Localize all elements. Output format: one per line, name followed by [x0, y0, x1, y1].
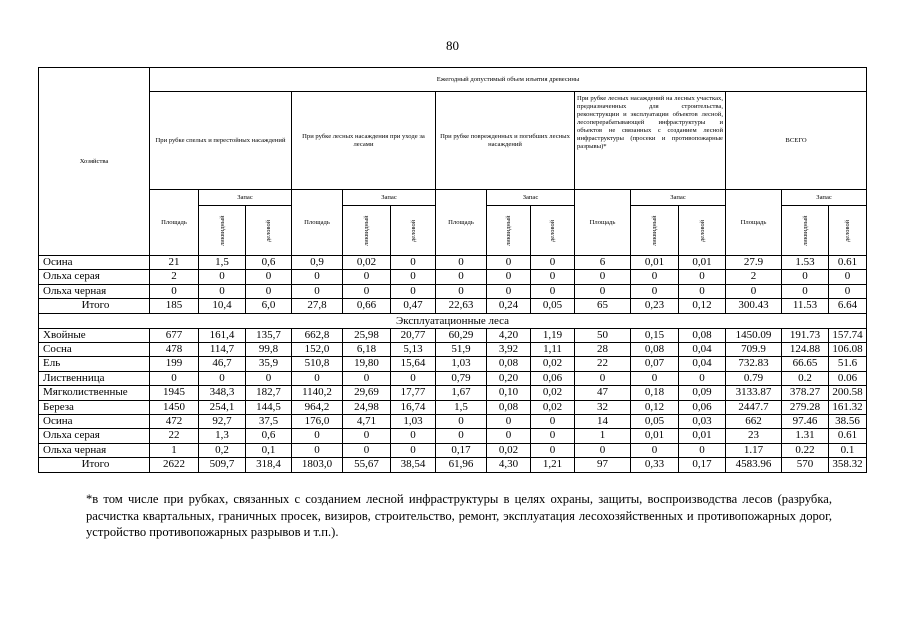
table-cell: 0,02 [343, 256, 391, 270]
group-header-care: При рубке лесных насаждения при уходе за лесами [292, 92, 436, 190]
timber-volume-table [38, 67, 867, 473]
table-cell: 0,03 [679, 415, 726, 429]
table-cell: 0 [343, 429, 391, 443]
table-cell: 99,8 [246, 343, 292, 357]
table-cell: 0 [829, 284, 867, 298]
table-cell: 0 [575, 371, 631, 385]
area-header: Площадь [726, 190, 782, 256]
liquid-header: ликвидный [199, 206, 246, 256]
section-row-group [39, 313, 867, 328]
table-cell: 0,01 [679, 256, 726, 270]
table-cell: 5,13 [391, 343, 436, 357]
table-cell: 510,8 [292, 357, 343, 371]
business-header: деловой [391, 206, 436, 256]
table-cell: 0,07 [631, 357, 679, 371]
table-cell: 0,01 [631, 256, 679, 270]
table-cell: 0,05 [631, 415, 679, 429]
group-header-mature: При рубке спелых и перестойных насаждений [150, 92, 292, 190]
table-cell: 0 [575, 270, 631, 284]
table-cell: 157.74 [829, 328, 867, 342]
table-cell: 6,18 [343, 343, 391, 357]
table-cell: 1,11 [531, 343, 575, 357]
table-cell: 0 [531, 284, 575, 298]
table-cell: 1450 [150, 400, 199, 414]
table-cell: 0,6 [246, 429, 292, 443]
table-cell: 0 [391, 284, 436, 298]
table-cell: 662 [726, 415, 782, 429]
table-cell: 0 [436, 415, 487, 429]
table-cell: 176,0 [292, 415, 343, 429]
table-row [39, 256, 867, 270]
table-row [39, 386, 867, 400]
table-cell: 0.1 [829, 443, 867, 457]
area-header: Площадь [150, 190, 199, 256]
table-cell: 0 [829, 270, 867, 284]
table-cell: 378.27 [782, 386, 829, 400]
table-cell: 0 [631, 270, 679, 284]
table-cell: 22 [575, 357, 631, 371]
table-cell: 0,10 [487, 386, 531, 400]
table-cell: 0,02 [487, 443, 531, 457]
table-cell: 0,08 [487, 357, 531, 371]
annual-volume-header: Ежегодный допустимый объем изъятия древесины [150, 68, 867, 92]
business-header: деловой [531, 206, 575, 256]
table-cell: 20,77 [391, 328, 436, 342]
row-label: Мягколиственные [39, 386, 150, 400]
table-cell: 66.65 [782, 357, 829, 371]
table-cell: 37,5 [246, 415, 292, 429]
table-cell: 0 [292, 443, 343, 457]
table-cell: 21 [150, 256, 199, 270]
table-cell: 38,54 [391, 458, 436, 472]
table-cell: 0 [679, 284, 726, 298]
table-cell: 0 [292, 284, 343, 298]
table-cell: 114,7 [199, 343, 246, 357]
table-cell: 0 [531, 415, 575, 429]
table-cell: 2447.7 [726, 400, 782, 414]
table-cell: 1803,0 [292, 458, 343, 472]
table-cell: 14 [575, 415, 631, 429]
table-cell: 0.61 [829, 429, 867, 443]
table-cell: 19,80 [343, 357, 391, 371]
table-cell: 0,04 [679, 357, 726, 371]
table-cell: 1.53 [782, 256, 829, 270]
table-cell: 964,2 [292, 400, 343, 414]
row-label: Хвойные [39, 328, 150, 342]
table-row [39, 429, 867, 443]
table-cell: 0,47 [391, 299, 436, 313]
table-cell: 22 [150, 429, 199, 443]
table-cell: 6.64 [829, 299, 867, 313]
table-cell: 1140,2 [292, 386, 343, 400]
table-row [39, 357, 867, 371]
row-label: Итого [39, 299, 150, 313]
table-cell: 509,7 [199, 458, 246, 472]
table-cell: 0 [631, 371, 679, 385]
table-cell: 0 [246, 284, 292, 298]
table-cell: 47 [575, 386, 631, 400]
table-cell: 0 [391, 270, 436, 284]
table-cell: 185 [150, 299, 199, 313]
table-cell: 0.06 [829, 371, 867, 385]
table-cell: 318,4 [246, 458, 292, 472]
table-cell: 4,20 [487, 328, 531, 342]
table-cell: 1,03 [436, 357, 487, 371]
table-cell: 0 [246, 371, 292, 385]
table-cell: 0 [199, 270, 246, 284]
table-cell: 1 [575, 429, 631, 443]
section-title: Эксплуатационные леса [39, 313, 867, 328]
table-cell: 24,98 [343, 400, 391, 414]
table-row [39, 343, 867, 357]
table-cell: 97 [575, 458, 631, 472]
table-cell: 38.56 [829, 415, 867, 429]
area-header: Площадь [292, 190, 343, 256]
footnote: *в том числе при рубках, связанных с созданием лесной инфраструктуры в целях охраны, защиты, воспроизводства лесов (разрубка, расчистка квартальных, граничных просек, визиров, строительство, ремонт, эксплуатация лесохозяйственных и противопожарных дорог, устройство противопожарных разрывов и т.п.). [86, 492, 832, 539]
table-cell: 1,5 [199, 256, 246, 270]
table-cell: 0,02 [531, 357, 575, 371]
table-cell: 0,12 [679, 299, 726, 313]
table-cell: 2 [726, 270, 782, 284]
table-cell: 709.9 [726, 343, 782, 357]
table-cell: 254,1 [199, 400, 246, 414]
table-cell: 0,18 [631, 386, 679, 400]
row-label: Ольха черная [39, 284, 150, 298]
table-cell: 29,69 [343, 386, 391, 400]
table-cell: 17,77 [391, 386, 436, 400]
table-cell: 0 [726, 284, 782, 298]
table-cell: 0,33 [631, 458, 679, 472]
table-cell: 0 [631, 284, 679, 298]
table-cell: 1 [150, 443, 199, 457]
table-cell: 25,98 [343, 328, 391, 342]
table-cell: 50 [575, 328, 631, 342]
table-cell: 0 [246, 270, 292, 284]
table-body-top [39, 256, 867, 314]
table-cell: 0 [343, 284, 391, 298]
table-cell: 0 [679, 371, 726, 385]
table-cell: 0 [679, 443, 726, 457]
table-cell: 0,02 [531, 386, 575, 400]
table-cell: 0,1 [246, 443, 292, 457]
table-cell: 0 [150, 371, 199, 385]
table-cell: 0 [436, 429, 487, 443]
table-cell: 27.9 [726, 256, 782, 270]
table-cell: 0 [487, 270, 531, 284]
table-cell: 0,12 [631, 400, 679, 414]
table-cell: 124.88 [782, 343, 829, 357]
total-row [39, 458, 867, 472]
table-cell: 0 [782, 284, 829, 298]
liquid-header: ликвидный [343, 206, 391, 256]
table-cell: 2622 [150, 458, 199, 472]
table-cell: 15,64 [391, 357, 436, 371]
row-label: Ольха серая [39, 429, 150, 443]
farms-header: Хозяйства [39, 68, 150, 256]
table-cell: 0 [436, 284, 487, 298]
table-cell: 0.22 [782, 443, 829, 457]
table-cell: 1,21 [531, 458, 575, 472]
table-cell: 677 [150, 328, 199, 342]
table-cell: 0,04 [679, 343, 726, 357]
table-row [39, 284, 867, 298]
table-cell: 279.28 [782, 400, 829, 414]
table-cell: 3133.87 [726, 386, 782, 400]
table-cell: 161,4 [199, 328, 246, 342]
table-row [39, 371, 867, 385]
row-label: Итого [39, 458, 150, 472]
stock-header: Запас [631, 190, 726, 206]
table-cell: 570 [782, 458, 829, 472]
table-cell: 0 [575, 443, 631, 457]
table-cell: 97.46 [782, 415, 829, 429]
table-cell: 732.83 [726, 357, 782, 371]
table-cell: 51.6 [829, 357, 867, 371]
liquid-header: ликвидный [782, 206, 829, 256]
page-number: 80 [446, 38, 459, 53]
table-cell: 4,30 [487, 458, 531, 472]
stock-header: Запас [782, 190, 867, 206]
table-cell: 0 [631, 443, 679, 457]
table-cell: 1,5 [436, 400, 487, 414]
table-cell: 0 [391, 256, 436, 270]
table-cell: 1,03 [391, 415, 436, 429]
table-cell: 0 [436, 270, 487, 284]
business-header: деловой [679, 206, 726, 256]
table-cell: 1.31 [782, 429, 829, 443]
stock-header: Запас [199, 190, 292, 206]
table-cell: 0,79 [436, 371, 487, 385]
table-cell: 0 [436, 256, 487, 270]
table-cell: 35,9 [246, 357, 292, 371]
table-cell: 0,2 [199, 443, 246, 457]
table-cell: 1945 [150, 386, 199, 400]
table-cell: 0,06 [531, 371, 575, 385]
table-cell: 0,01 [679, 429, 726, 443]
table-cell: 32 [575, 400, 631, 414]
table-cell: 0,23 [631, 299, 679, 313]
group-header-total: ВСЕГО [726, 92, 867, 190]
table-cell: 0,08 [487, 400, 531, 414]
stock-header: Запас [487, 190, 575, 206]
table-cell: 662,8 [292, 328, 343, 342]
table-cell: 0,6 [246, 256, 292, 270]
row-label: Береза [39, 400, 150, 414]
table-cell: 1,67 [436, 386, 487, 400]
table-cell: 51,9 [436, 343, 487, 357]
table-cell: 300.43 [726, 299, 782, 313]
table-cell: 0,08 [679, 328, 726, 342]
table-cell: 0 [391, 443, 436, 457]
table-cell: 60,29 [436, 328, 487, 342]
table-cell: 1,3 [199, 429, 246, 443]
area-header: Площадь [575, 190, 631, 256]
table-cell: 0 [487, 284, 531, 298]
table-cell: 16,74 [391, 400, 436, 414]
table-cell: 23 [726, 429, 782, 443]
table-cell: 0,66 [343, 299, 391, 313]
table-body-bottom [39, 328, 867, 472]
table-cell: 1.17 [726, 443, 782, 457]
table-cell: 6 [575, 256, 631, 270]
area-header: Площадь [436, 190, 487, 256]
table-cell: 0 [679, 270, 726, 284]
table-cell: 65 [575, 299, 631, 313]
table-row [39, 270, 867, 284]
table-cell: 0 [343, 443, 391, 457]
table-cell: 0 [531, 270, 575, 284]
group-header-infrastructure: При рубке лесных насаждений на лесных участках, предназначенных для строительства, реконструкции и эксплуатации объектов лесной, лесоперерабатывающей инфраструктуры и объектов не связанных с созданием лесной инфраструктуры (просеки и противопожарные разрывы)* [575, 92, 726, 190]
table-cell: 135,7 [246, 328, 292, 342]
table-cell: 358.32 [829, 458, 867, 472]
table-cell: 161.32 [829, 400, 867, 414]
table-cell: 11.53 [782, 299, 829, 313]
table-cell: 0 [487, 429, 531, 443]
table-row [39, 328, 867, 342]
table-cell: 0,20 [487, 371, 531, 385]
table-cell: 0,9 [292, 256, 343, 270]
table-cell: 0 [575, 284, 631, 298]
business-header: деловой [829, 206, 867, 256]
table-cell: 0 [487, 415, 531, 429]
row-label: Осина [39, 415, 150, 429]
table-row [39, 400, 867, 414]
table-cell: 0 [292, 371, 343, 385]
table-cell: 191.73 [782, 328, 829, 342]
table-cell: 199 [150, 357, 199, 371]
table-cell: 0 [199, 284, 246, 298]
table-cell: 46,7 [199, 357, 246, 371]
row-label: Ель [39, 357, 150, 371]
row-label: Осина [39, 256, 150, 270]
liquid-header: ликвидный [487, 206, 531, 256]
table-cell: 0 [531, 429, 575, 443]
table-cell: 0 [199, 371, 246, 385]
row-label: Сосна [39, 343, 150, 357]
table-cell: 0 [531, 256, 575, 270]
total-row [39, 299, 867, 313]
table-cell: 3,92 [487, 343, 531, 357]
table-cell: 144,5 [246, 400, 292, 414]
table-cell: 0,02 [531, 400, 575, 414]
table-row [39, 443, 867, 457]
table-cell: 152,0 [292, 343, 343, 357]
table-cell: 55,67 [343, 458, 391, 472]
table-cell: 28 [575, 343, 631, 357]
table-cell: 478 [150, 343, 199, 357]
table-cell: 0 [343, 371, 391, 385]
table-row [39, 415, 867, 429]
table-cell: 0 [487, 256, 531, 270]
row-label: Ольха черная [39, 443, 150, 457]
table-cell: 0 [391, 371, 436, 385]
table-cell: 0 [292, 270, 343, 284]
table-cell: 0 [782, 270, 829, 284]
table-cell: 2 [150, 270, 199, 284]
liquid-header: ликвидный [631, 206, 679, 256]
table-cell: 0.2 [782, 371, 829, 385]
table-cell: 10,4 [199, 299, 246, 313]
table-cell: 0 [531, 443, 575, 457]
stock-header: Запас [343, 190, 436, 206]
table-cell: 182,7 [246, 386, 292, 400]
business-header: деловой [246, 206, 292, 256]
table-cell: 0,09 [679, 386, 726, 400]
table-cell: 0.61 [829, 256, 867, 270]
row-label: Лиственница [39, 371, 150, 385]
table-cell: 348,3 [199, 386, 246, 400]
table-cell: 22,63 [436, 299, 487, 313]
table-cell: 27,8 [292, 299, 343, 313]
table-cell: 0,17 [436, 443, 487, 457]
table-cell: 0,15 [631, 328, 679, 342]
table-cell: 0 [292, 429, 343, 443]
table-cell: 4583.96 [726, 458, 782, 472]
table-cell: 472 [150, 415, 199, 429]
table-cell: 4,71 [343, 415, 391, 429]
table-cell: 0,17 [679, 458, 726, 472]
group-header-damaged: При рубке поврежденных и погибших лесных насаждений [436, 92, 575, 190]
table-cell: 0,24 [487, 299, 531, 313]
table-cell: 0 [343, 270, 391, 284]
row-label: Ольха серая [39, 270, 150, 284]
table-cell: 0.79 [726, 371, 782, 385]
table-cell: 1,19 [531, 328, 575, 342]
table-cell: 0 [150, 284, 199, 298]
table-header [39, 68, 867, 256]
table-cell: 200.58 [829, 386, 867, 400]
table-cell: 92,7 [199, 415, 246, 429]
table-cell: 0,08 [631, 343, 679, 357]
table-cell: 61,96 [436, 458, 487, 472]
table-cell: 0,05 [531, 299, 575, 313]
table-cell: 0,01 [631, 429, 679, 443]
table-cell: 0 [391, 429, 436, 443]
table-cell: 1450.09 [726, 328, 782, 342]
table-cell: 6,0 [246, 299, 292, 313]
table-cell: 0,06 [679, 400, 726, 414]
table-cell: 106.08 [829, 343, 867, 357]
